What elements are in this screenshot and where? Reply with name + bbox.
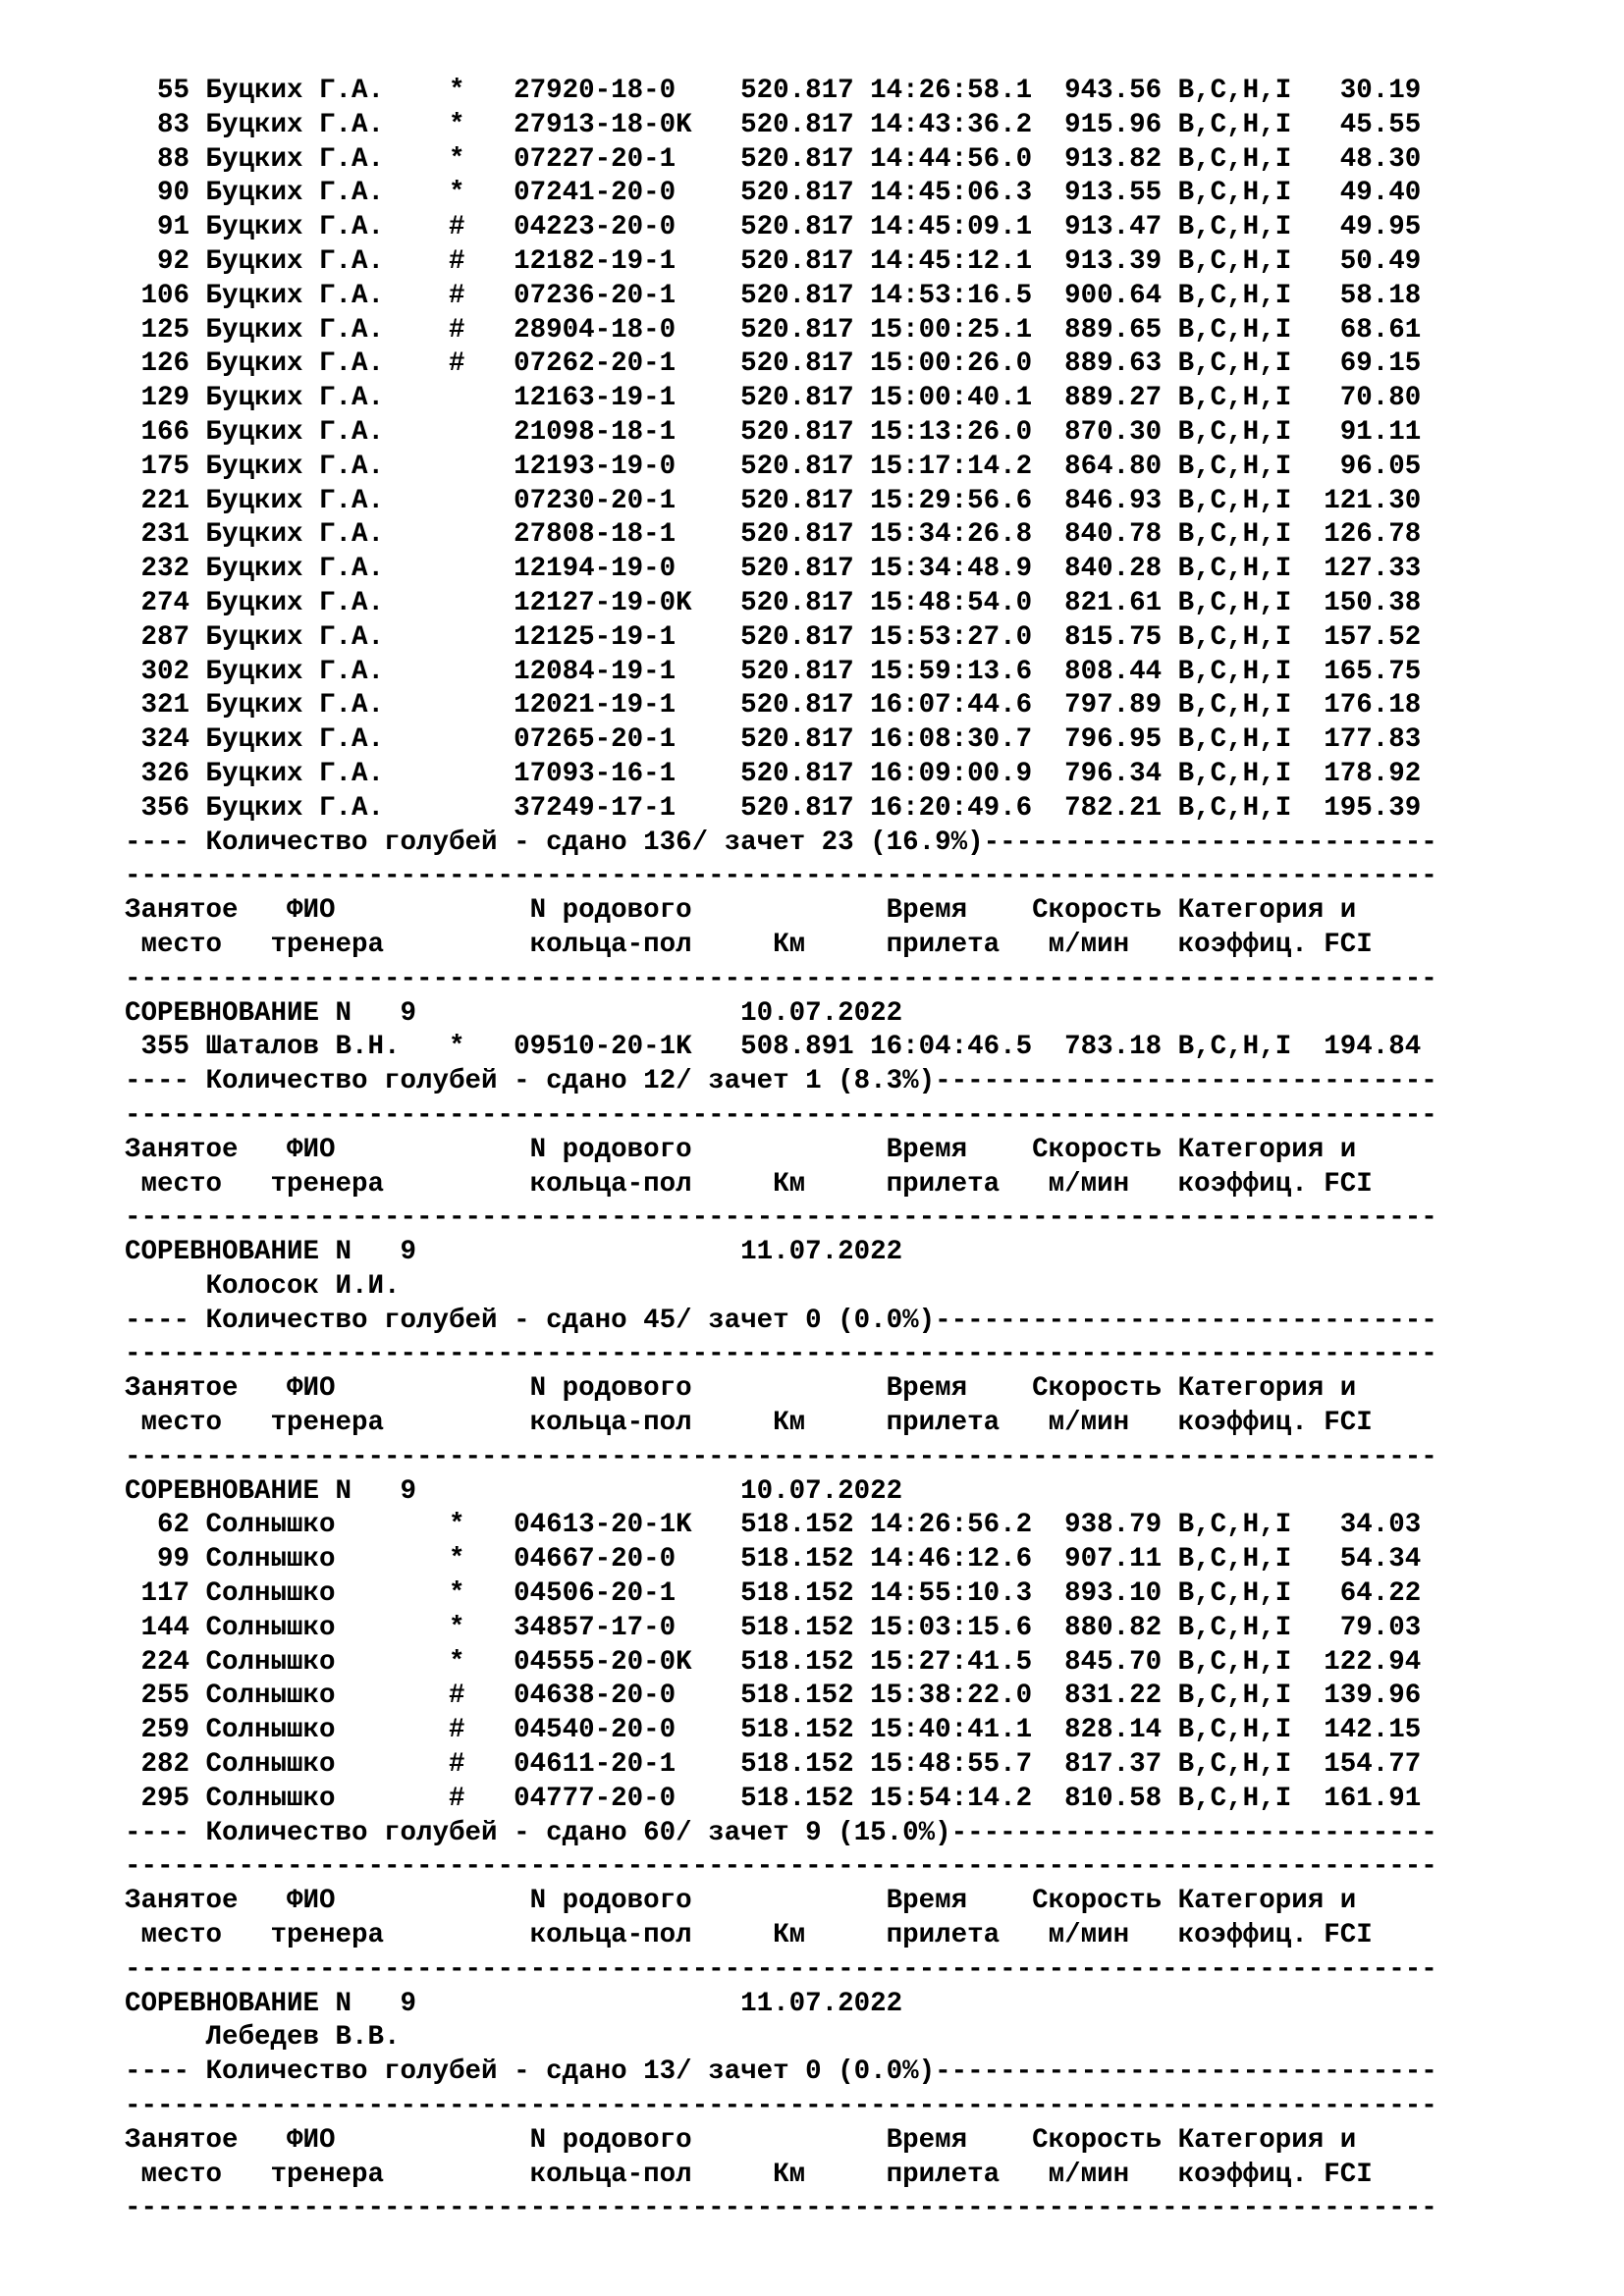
summary-line: ---- Количество голубей - сдано 60/ зачет 9 (15.0%)------------------------------ [125,1817,1437,1848]
column-header-line: место тренера кольца-пол Км прилета м/мин коэффиц. FCI [125,1920,1373,1951]
table-row: 302 Буцких Г.А. 12084-19-1 520.817 15:59:13.6 808.44 B,C,H,I 165.75 [125,656,1422,687]
column-header-line: место тренера кольца-пол Км прилета м/мин коэффиц. FCI [125,1408,1373,1439]
table-row: 221 Буцких Г.А. 07230-20-1 520.817 15:29:56.6 846.93 B,C,H,I 121.30 [125,485,1422,516]
table-row: 88 Буцких Г.А. * 07227-20-1 520.817 14:44:56.0 913.82 B,C,H,I 48.30 [125,143,1422,175]
table-row: 126 Буцких Г.А. # 07262-20-1 520.817 15:00:26.0 889.63 B,C,H,I 69.15 [125,348,1422,380]
column-header-line: Занятое ФИО N родового Время Скорость Категория и [125,1373,1357,1405]
table-row: 175 Буцких Г.А. 12193-19-0 520.817 15:17:14.2 864.80 B,C,H,I 96.05 [125,451,1422,482]
competition-title: СОРЕВНОВАНИЕ N 9 10.07.2022 [125,1475,903,1507]
column-header-line: место тренера кольца-пол Км прилета м/мин коэффиц. FCI [125,929,1373,960]
results-sheet [125,75,1607,2226]
separator-line: --------------------------------------------------------------------------------- [125,1953,1437,1985]
separator-line: --------------------------------------------------------------------------------- [125,1339,1437,1370]
separator-line: --------------------------------------------------------------------------------- [125,963,1437,994]
summary-line: ---- Количество голубей - сдано 136/ зачет 23 (16.9%)---------------------------- [125,827,1437,858]
table-row: 326 Буцких Г.А. 17093-16-1 520.817 16:09:00.9 796.34 B,C,H,I 178.92 [125,758,1422,789]
column-header-line: место тренера кольца-пол Км прилета м/мин коэффиц. FCI [125,1168,1373,1200]
table-row: 99 Солнышко * 04667-20-0 518.152 14:46:12.6 907.11 B,C,H,I 54.34 [125,1544,1422,1575]
table-row: 62 Солнышко * 04613-20-1K 518.152 14:26:56.2 938.79 B,C,H,I 34.03 [125,1510,1422,1541]
column-header-line: место тренера кольца-пол Км прилета м/мин коэффиц. FCI [125,2159,1373,2190]
separator-line: --------------------------------------------------------------------------------- [125,2193,1437,2224]
table-row: 90 Буцких Г.А. * 07241-20-0 520.817 14:45:06.3 913.55 B,C,H,I 49.40 [125,178,1422,209]
competition-title: СОРЕВНОВАНИЕ N 9 11.07.2022 [125,1988,903,2019]
separator-line: --------------------------------------------------------------------------------- [125,2091,1437,2122]
table-row: 259 Солнышко # 04540-20-0 518.152 15:40:41.1 828.14 B,C,H,I 142.15 [125,1715,1422,1746]
table-row: 224 Солнышко * 04555-20-0K 518.152 15:27:41.5 845.70 B,C,H,I 122.94 [125,1646,1422,1678]
table-row: 355 Шаталов В.Н. * 09510-20-1K 508.891 16:04:46.5 783.18 B,C,H,I 194.84 [125,1032,1422,1063]
table-row: 117 Солнышко * 04506-20-1 518.152 14:55:10.3 893.10 B,C,H,I 64.22 [125,1578,1422,1610]
table-row: 129 Буцких Г.А. 12163-19-1 520.817 15:00:40.1 889.27 B,C,H,I 70.80 [125,383,1422,414]
separator-line: --------------------------------------------------------------------------------- [125,1851,1437,1883]
competition-title: СОРЕВНОВАНИЕ N 9 11.07.2022 [125,1237,903,1268]
table-row: 321 Буцких Г.А. 12021-19-1 520.817 16:07:44.6 797.89 B,C,H,I 176.18 [125,690,1422,721]
summary-line: ---- Количество голубей - сдано 45/ зачет 0 (0.0%)------------------------------- [125,1305,1437,1336]
separator-line: --------------------------------------------------------------------------------- [125,1202,1437,1234]
fancier-name: Колосок И.И. [125,1270,401,1302]
summary-line: ---- Количество голубей - сдано 13/ зачет 0 (0.0%)------------------------------- [125,2056,1437,2088]
table-row: 231 Буцких Г.А. 27808-18-1 520.817 15:34:26.8 840.78 B,C,H,I 126.78 [125,519,1422,551]
summary-line: ---- Количество голубей - сдано 12/ зачет 1 (8.3%)------------------------------- [125,1066,1437,1097]
fancier-name: Лебедев В.В. [125,2022,401,2054]
competition-title: СОРЕВНОВАНИЕ N 9 10.07.2022 [125,997,903,1029]
table-row: 144 Солнышко * 34857-17-0 518.152 15:03:15.6 880.82 B,C,H,I 79.03 [125,1612,1422,1643]
table-row: 295 Солнышко # 04777-20-0 518.152 15:54:14.2 810.58 B,C,H,I 161.91 [125,1783,1422,1814]
table-row: 287 Буцких Г.А. 12125-19-1 520.817 15:53:27.0 815.75 B,C,H,I 157.52 [125,621,1422,653]
separator-line: --------------------------------------------------------------------------------- [125,1099,1437,1131]
separator-line: --------------------------------------------------------------------------------- [125,861,1437,892]
column-header-line: Занятое ФИО N родового Время Скорость Категория и [125,1134,1357,1165]
table-row: 106 Буцких Г.А. # 07236-20-1 520.817 14:53:16.5 900.64 B,C,H,I 58.18 [125,280,1422,311]
table-row: 356 Буцких Г.А. 37249-17-1 520.817 16:20:49.6 782.21 B,C,H,I 195.39 [125,792,1422,824]
table-row: 55 Буцких Г.А. * 27920-18-0 520.817 14:26:58.1 943.56 B,C,H,I 30.19 [125,76,1422,106]
table-row: 83 Буцких Г.А. * 27913-18-0K 520.817 14:43:36.2 915.96 B,C,H,I 45.55 [125,109,1422,140]
table-row: 166 Буцких Г.А. 21098-18-1 520.817 15:13:26.0 870.30 B,C,H,I 91.11 [125,416,1422,448]
table-row: 282 Солнышко # 04611-20-1 518.152 15:48:55.7 817.37 B,C,H,I 154.77 [125,1749,1422,1781]
column-header-line: Занятое ФИО N родового Время Скорость Категория и [125,2124,1357,2156]
column-header-line: Занятое ФИО N родового Время Скорость Категория и [125,1886,1357,1917]
table-row: 324 Буцких Г.А. 07265-20-1 520.817 16:08:30.7 796.95 B,C,H,I 177.83 [125,724,1422,756]
table-row: 255 Солнышко # 04638-20-0 518.152 15:38:22.0 831.22 B,C,H,I 139.96 [125,1681,1422,1712]
table-row: 274 Буцких Г.А. 12127-19-0K 520.817 15:48:54.0 821.61 B,C,H,I 150.38 [125,587,1422,618]
table-row: 92 Буцких Г.А. # 12182-19-1 520.817 14:45:12.1 913.39 B,C,H,I 50.49 [125,245,1422,277]
table-row: 91 Буцких Г.А. # 04223-20-0 520.817 14:45:09.1 913.47 B,C,H,I 49.95 [125,212,1422,243]
separator-line: --------------------------------------------------------------------------------- [125,1441,1437,1472]
column-header-line: Занятое ФИО N родового Время Скорость Категория и [125,895,1357,927]
table-row: 232 Буцких Г.А. 12194-19-0 520.817 15:34:48.9 840.28 B,C,H,I 127.33 [125,554,1422,585]
table-row: 125 Буцких Г.А. # 28904-18-0 520.817 15:00:25.1 889.65 B,C,H,I 68.61 [125,314,1422,346]
